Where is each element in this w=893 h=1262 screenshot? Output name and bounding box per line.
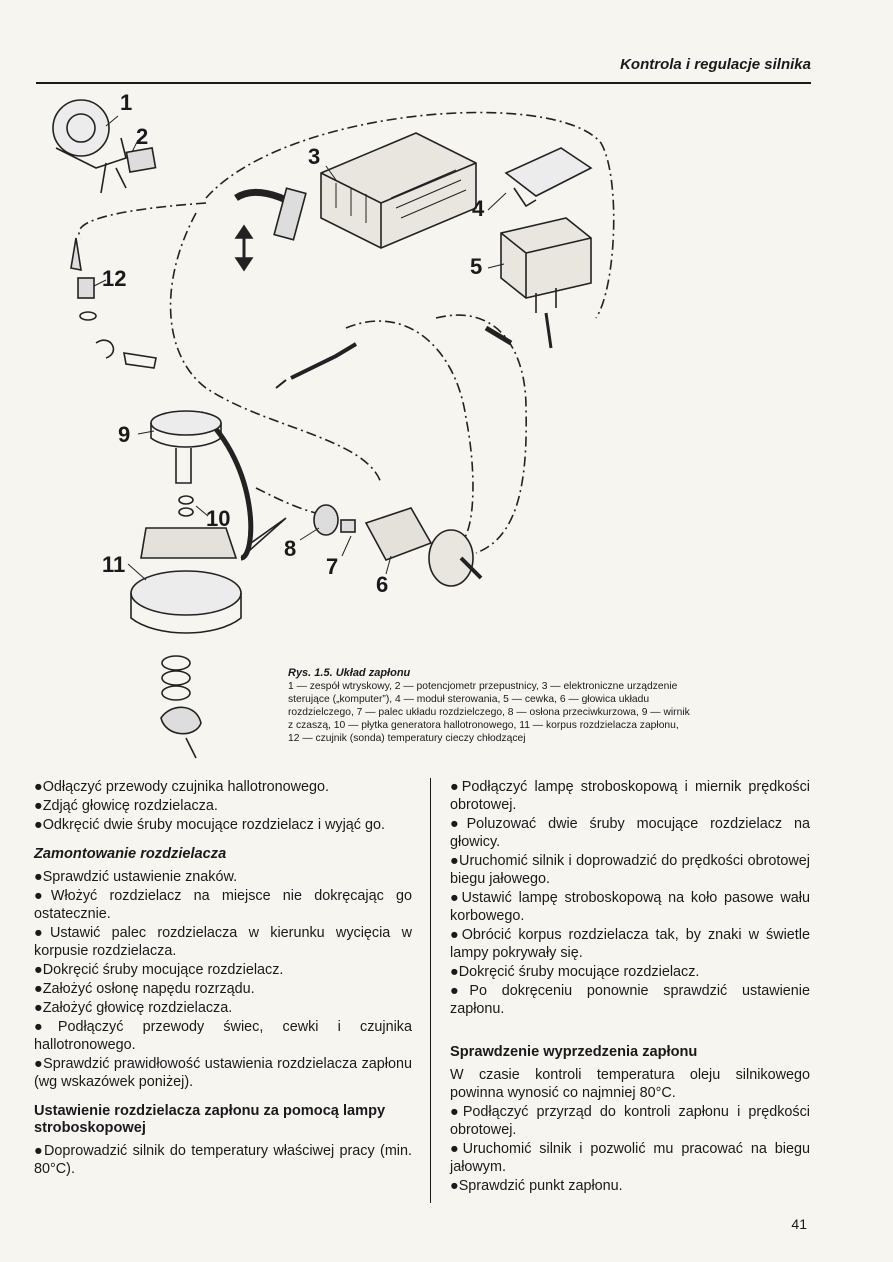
- instruction-paragraph: ●Założyć głowicę rozdzielacza.: [34, 1000, 233, 1016]
- instruction-paragraph: ●Podłączyć lampę stroboskopową i miernik prędkości obrotowej.: [450, 779, 810, 813]
- instruction-paragraph: ●Uruchomić silnik i doprowadzić do prędkości obrotowej biegu jałowego.: [450, 853, 810, 887]
- instruction-paragraph: ●Dokręcić śruby mocujące rozdzielacz.: [450, 964, 700, 980]
- instruction-paragraph: ●Podłączyć przyrząd do kontroli zapłonu i prędkości obrotowej.: [450, 1104, 810, 1138]
- instruction-paragraph: ●Dokręcić śruby mocujące rozdzielacz.: [34, 962, 284, 978]
- figure-caption: [288, 667, 812, 745]
- left-column: [34, 778, 412, 1179]
- callout-4: 4: [472, 196, 485, 221]
- callout-7: 7: [326, 554, 339, 579]
- caption-line: rozdzielczego, 7 — palec układu rozdzielczego, 8 — osłona przeciwkurzowa, 9 — wirnik: [288, 707, 690, 718]
- callout-9: 9: [118, 422, 131, 447]
- instruction-paragraph: ●Doprowadzić silnik do temperatury właściwej pracy (min. 80°C).: [34, 1143, 412, 1177]
- section-heading: Sprawdzenie wyprzedzenia zapłonu: [450, 1044, 698, 1060]
- callout-11: 11: [102, 552, 126, 577]
- page-number: 41: [791, 1216, 807, 1232]
- right-column: [450, 778, 810, 1196]
- callout-8: 8: [284, 536, 297, 561]
- callout-10: 10: [206, 506, 231, 531]
- instruction-paragraph: W czasie kontroli temperatura oleju silnikowego powinna wynosić co najmniej 80°C.: [450, 1067, 810, 1101]
- instruction-paragraph: ●Odłączyć przewody czujnika hallotronowego.: [34, 779, 330, 795]
- callout-6: 6: [376, 572, 389, 597]
- instruction-paragraph: ●Obrócić korpus rozdzielacza tak, by znaki w świetle lampy pokrywały się.: [450, 927, 810, 961]
- callout-2: 2: [136, 124, 149, 149]
- instruction-paragraph: ●Włożyć rozdzielacz na miejsce nie dokręcając go ostatecznie.: [34, 888, 412, 922]
- instruction-paragraph: ●Sprawdzić punkt zapłonu.: [450, 1178, 623, 1194]
- instruction-paragraph: ●Zdjąć głowicę rozdzielacza.: [34, 798, 218, 814]
- instruction-paragraph: ●Poluzować dwie śruby mocujące rozdzielacz na głowicy.: [450, 816, 810, 850]
- instruction-paragraph: ●Sprawdzić ustawienie znaków.: [34, 869, 238, 885]
- caption-line: 12 — czujnik (sonda) temperatury cieczy chłodzącej: [288, 733, 526, 744]
- caption-line: z czaszą, 10 — płytka generatora hallotronowego, 11 — korpus rozdzielacza zapłonu,: [288, 720, 679, 731]
- running-header: Kontrola i regulacje silnika: [36, 56, 811, 84]
- instruction-paragraph: ●Odkręcić dwie śruby mocujące rozdzielacz i wyjąć go.: [34, 817, 385, 833]
- caption-line: sterujące („komputer”), 4 — moduł sterowania, 5 — cewka, 6 — głowica układu: [288, 694, 650, 705]
- instruction-paragraph: ●Ustawić palec rozdzielacza w kierunku wycięcia w korpusie rozdzielacza.: [34, 925, 412, 959]
- callout-12: 12: [102, 266, 127, 291]
- section-heading: Ustawienie rozdzielacza zapłonu za pomocą lampy stroboskopowej: [34, 1103, 386, 1136]
- callout-1: 1: [120, 90, 133, 115]
- instruction-paragraph: ●Po dokręceniu ponownie sprawdzić ustawienie zapłonu.: [450, 983, 810, 1017]
- instruction-paragraph: ●Uruchomić silnik i pozwolić mu pracować na biegu jałowym.: [450, 1141, 810, 1175]
- diagram-drawing: [36, 88, 836, 768]
- section-heading: Zamontowanie rozdzielacza: [34, 846, 227, 862]
- instruction-paragraph: ●Ustawić lampę stroboskopową na koło pasowe wału korbowego.: [450, 890, 810, 924]
- caption-line: 1 — zespół wtryskowy, 2 — potencjometr przepustnicy, 3 — elektroniczne urządzenie: [288, 681, 678, 692]
- callout-5: 5: [470, 254, 483, 279]
- column-divider: [430, 778, 431, 1203]
- ignition-system-diagram: [36, 88, 836, 768]
- instruction-paragraph: ●Podłączyć przewody świec, cewki i czujnika hallotronowego.: [34, 1019, 412, 1053]
- instruction-paragraph: ●Założyć osłonę napędu rozrządu.: [34, 981, 255, 997]
- caption-title: Rys. 1.5. Układ zapłonu: [288, 667, 411, 679]
- callout-3: 3: [308, 144, 321, 169]
- instruction-paragraph: ●Sprawdzić prawidłowość ustawienia rozdzielacza zapłonu (wg wskazówek poniżej).: [34, 1056, 412, 1090]
